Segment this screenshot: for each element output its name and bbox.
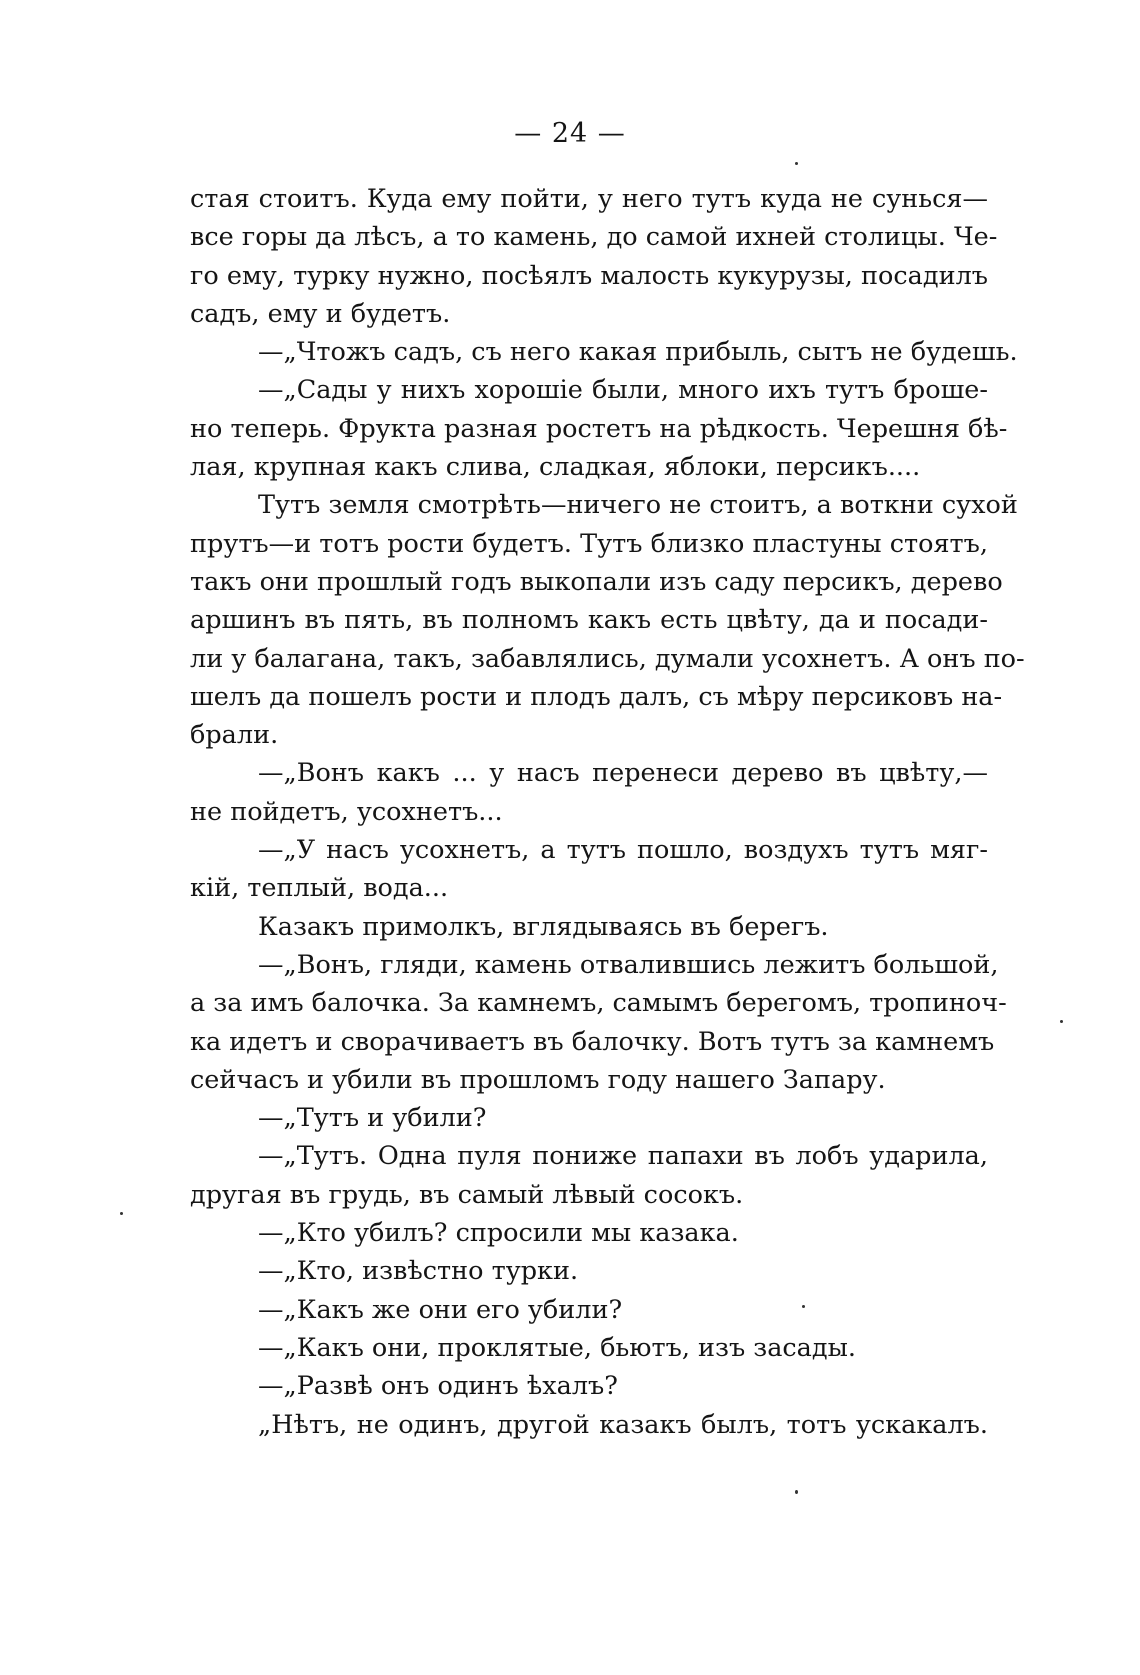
text-line: ка идетъ и сворачиваетъ въ балочку. Вотъ тутъ за камнемъ <box>190 1026 995 1057</box>
text-line: прутъ—и тотъ рости будетъ. Тутъ близко пластуны стоятъ, <box>190 528 988 559</box>
text-line: —„Тутъ. Одна пуля пониже папахи въ лобъ ударила, <box>258 1141 988 1172</box>
text-line: —„Кто убилъ? спросили мы казака. <box>258 1218 739 1249</box>
text-line: лая, крупная какъ слива, сладкая, яблоки, персикъ.... <box>190 452 921 483</box>
text-line: но теперь. Фрукта разная ростетъ на рѣдкость. Черешня бѣ- <box>190 413 1008 444</box>
text-line: кій, теплый, вода... <box>190 873 449 904</box>
text-line: все горы да лѣсъ, а то камень, до самой ихней столицы. Че- <box>190 222 998 253</box>
text-line: шелъ да пошелъ рости и плодъ далъ, съ мѣру персиковъ на- <box>190 681 1003 712</box>
text-line: такъ они прошлый годъ выкопали изъ саду персикъ, дерево <box>190 566 1003 597</box>
text-line: —„Чтожъ садъ, съ него какая прибыль, сытъ не будешь. <box>258 337 1018 368</box>
text-line: не пойдетъ, усохнетъ... <box>190 796 503 827</box>
text-line: ли у балагана, такъ, забавлялись, думали усохнетъ. А онъ по- <box>190 643 1025 674</box>
scan-speck <box>795 1490 798 1494</box>
text-line: стая стоитъ. Куда ему пойти, у него тутъ куда не сунься— <box>190 184 988 214</box>
text-line: —„У насъ усохнетъ, а тутъ пошло, воздухъ тутъ мяг- <box>258 835 988 866</box>
text-line: Тутъ земля смотрѣть—ничего не стоитъ, а воткни сухой <box>258 490 1018 521</box>
text-line: брали. <box>190 720 279 751</box>
text-line: аршинъ въ пять, въ полномъ какъ есть цвѣту, да и посади- <box>190 605 988 636</box>
text-line: —„Тутъ и убили? <box>258 1103 487 1134</box>
page-number: — 24 — <box>514 118 626 149</box>
text-line: садъ, ему и будетъ. <box>190 298 451 329</box>
text-line: —„Вонъ какъ ... у насъ перенеси дерево въ цвѣту,— <box>258 758 988 789</box>
text-line: Казакъ примолкъ, вглядываясь въ берегъ. <box>258 911 829 942</box>
body-text <box>190 180 1025 1444</box>
text-line: другая въ грудь, въ самый лѣвый сосокъ. <box>190 1179 744 1210</box>
text-line: го ему, турку нужно, посѣялъ малость кукурузы, посадилъ <box>190 260 988 291</box>
text-line: —„Кто, извѣстно турки. <box>258 1256 579 1287</box>
text-line: а за имъ балочка. За камнемъ, самымъ берегомъ, тропиноч- <box>190 988 1007 1019</box>
text-line: —„Какъ же они его убили? <box>258 1294 623 1325</box>
text-line: —„Сады у нихъ хорошіе были, много ихъ тутъ брошe- <box>258 375 988 406</box>
text-line: —„Какъ они, проклятые, бьютъ, изъ засады. <box>258 1332 856 1363</box>
scan-speck <box>120 1212 123 1215</box>
text-line: —„Вонъ, гляди, камень отвалившись лежитъ большой, <box>258 949 999 980</box>
text-line: сейчасъ и убили въ прошломъ году нашего Запару. <box>190 1064 886 1095</box>
scan-speck <box>1060 1020 1063 1023</box>
text-line: —„Развѣ онъ одинъ ѣхалъ? <box>258 1371 618 1402</box>
scan-speck <box>802 1305 805 1308</box>
scan-speck <box>795 162 798 165</box>
text-line: „Нѣтъ, не одинъ, другой казакъ былъ, тотъ ускакалъ. <box>258 1409 988 1440</box>
